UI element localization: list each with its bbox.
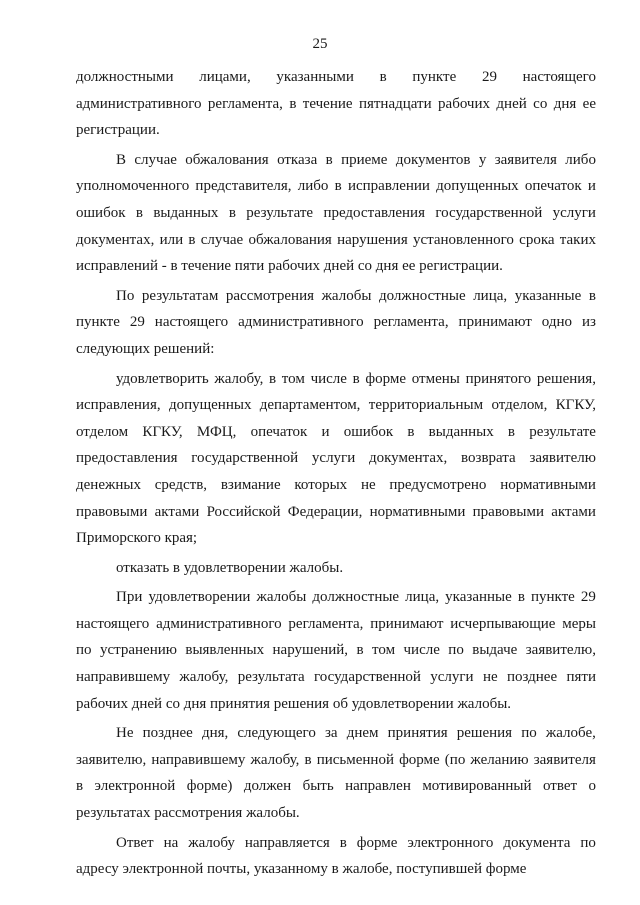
text-line: отделом КГКУ, МФЦ, опечаток и ошибок в выданных в результате (76, 423, 596, 440)
page-number: 25 (312, 36, 328, 52)
paragraph (76, 147, 596, 280)
text-line: рабочих дней со дня принятия решения об удовлетворении жалобы. (76, 695, 512, 712)
paragraph (76, 584, 596, 717)
text-line: Ответ на жалобу направляется в форме электронного документа по (116, 834, 596, 851)
text-line: заявителю, направившему жалобу, в письменной форме (по желанию заявителя (76, 751, 596, 768)
text-line: ошибок в выданных в результате предоставления государственной услуги (76, 204, 596, 221)
text-line: В случае обжалования отказа в приеме документов у заявителя либо (116, 151, 596, 168)
text-line: исправления, допущенных департаментом, территориальным отделом, КГКУ, (76, 397, 596, 414)
text-line: должностными лицами, указанными в пункте 29 настоящего (76, 69, 596, 85)
text-line: настоящего административного регламента, принимают исчерпывающие меры (76, 615, 596, 632)
text-line: Приморского края; (76, 530, 198, 547)
text-line: исправлений - в течение пяти рабочих дней со дня ее регистрации. (76, 258, 503, 275)
text-line: административного регламента, в течение пятнадцати рабочих дней со дня ее (76, 95, 596, 112)
text-line: отказать в удовлетворении жалобы. (116, 559, 344, 576)
text-line: При удовлетворении жалобы должностные лица, указанные в пункте 29 (116, 589, 596, 606)
paragraph (76, 366, 596, 552)
text-line: по устранению выявленных нарушений, в том числе по выдаче заявителю, (76, 642, 596, 659)
text-line: адресу электронной почты, указанному в жалобе, поступившей форме (76, 861, 527, 878)
text-line: направившему жалобу, результата государственной услуги не позднее пяти (76, 669, 596, 686)
text-line: документах, или в случае обжалования нарушения установленного срока таких (76, 231, 596, 248)
paragraph (76, 830, 596, 883)
text-line: уполномоченного представителя, либо в исправлении допущенных опечаток и (76, 178, 596, 195)
paragraph (76, 64, 596, 144)
text-line: По результатам рассмотрения жалобы должностные лица, указанные в (116, 287, 596, 304)
text-line: удовлетворить жалобу, в том числе в форме отмены принятого решения, (116, 370, 596, 387)
text-line: следующих решений: (76, 340, 215, 357)
text-line: предоставления государственной услуги документах, возврата заявителю (76, 450, 596, 467)
paragraph (76, 720, 596, 826)
text-line: результатах рассмотрения жалобы. (76, 805, 300, 822)
text-line: Не позднее дня, следующего за днем принятия решения по жалобе, (116, 725, 596, 742)
text-line: денежных средств, взимание которых не предусмотрено нормативными (76, 476, 596, 493)
text-line: правовыми актами Российской Федерации, нормативными правовыми актами (76, 503, 596, 520)
document-body (76, 64, 596, 883)
text-line: пункте 29 настоящего административного регламента, принимают одно из (76, 314, 596, 331)
paragraph (76, 283, 596, 363)
paragraph (76, 555, 596, 582)
text-line: в электронной форме) должен быть направлен мотивированный ответ о (76, 778, 596, 795)
text-line: регистрации. (76, 122, 160, 139)
